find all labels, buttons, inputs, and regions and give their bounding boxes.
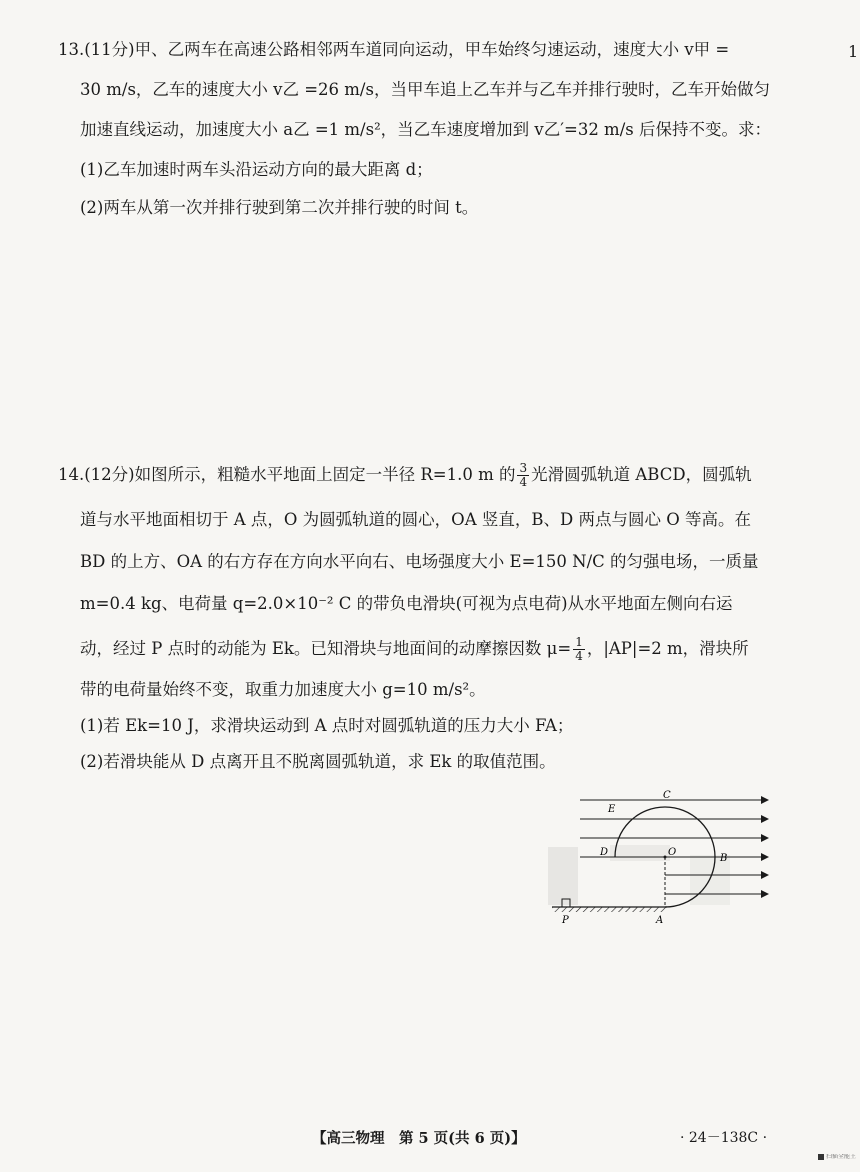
fraction-three-quarters [517,462,529,489]
fraction-one-quarter [573,636,585,663]
scan-smudge [548,847,578,905]
q14-line-5 [80,636,749,663]
q14-line-5-post: ，|AP|=2 m，滑块所 [586,639,749,658]
label-p: P [562,915,569,926]
q14-line-6: 带的电荷量始终不变，取重力加速度大小 g=10 m/s²。 [80,680,486,699]
scanner-watermark [818,1154,856,1166]
track-field-figure [540,785,785,935]
q14-line-1-post: 光滑圆弧轨道 ABCD，圆弧轨 [531,465,752,484]
q13-line-2: 30 m/s，乙车的速度大小 v乙 =26 m/s，当甲车追上乙车并与乙车并排行驶时，乙车开始做匀 [80,80,770,99]
center-point-o [664,856,667,859]
corner-page-number: 1 [848,42,859,61]
q14-line-1-pre: 14.(12分)如图所示，粗糙水平地面上固定一半径 R=1.0 m 的 [58,465,516,484]
q14-part-1: (1)若 Ek=10 J，求滑块运动到 A 点时对圆弧轨道的压力大小 FA； [80,716,574,735]
label-b: B [720,853,728,864]
label-e: E [608,804,616,815]
q14-line-4: m=0.4 kg、电荷量 q=2.0×10⁻² C 的带负电滑块(可视为点电荷)从水平地面左侧向右运 [80,594,733,613]
q14-line-2: 道与水平地面相切于 A 点，O 为圆弧轨道的圆心，OA 竖直，B、D 两点与圆心 O 等高。在 [80,510,751,529]
fraction-denominator: 4 [519,475,528,489]
label-o: O [668,847,677,858]
q13-part-1: (1)乙车加速时两车头沿运动方向的最大距离 d； [80,160,433,179]
ground-hatch [552,907,667,912]
q14-part-2: (2)若滑块能从 D 点离开且不脱离圆弧轨道，求 Ek 的取值范围。 [80,752,556,771]
fraction-denominator: 4 [575,649,583,663]
qr-icon [818,1154,824,1160]
fraction-numerator: 1 [575,635,583,649]
q13-line-3: 加速直线运动，加速度大小 a乙 =1 m/s²，当乙车速度增加到 v乙′=32 m/s 后保持不变。求： [80,120,771,139]
scan-smudge [610,845,670,861]
label-d: D [600,847,609,858]
footer-page-title: 【高三物理 第 5 页(共 6 页)】 [312,1130,526,1147]
q14-line-3: BD 的上方、OA 的右方存在方向水平向右、电场强度大小 E=150 N/C 的匀强电场，一质量 [80,552,759,571]
watermark-text: 扫描全能王 [826,1154,856,1160]
label-c: C [663,790,671,801]
q13-line-1: 13.(11分)甲、乙两车在高速公路相邻两车道同向运动，甲车始终匀速运动，速度大小 v甲 = [58,40,730,59]
q14-line-1 [58,462,752,489]
label-a: A [656,915,664,926]
q14-line-5-pre: 动，经过 P 点时的动能为 Ek。已知滑块与地面间的动摩擦因数 μ= [80,639,572,658]
fraction-numerator: 3 [519,461,528,475]
footer-paper-code: · 24－138C · [680,1130,768,1146]
q13-part-2: (2)两车从第一次并排行驶到第二次并排行驶的时间 t。 [80,198,479,217]
